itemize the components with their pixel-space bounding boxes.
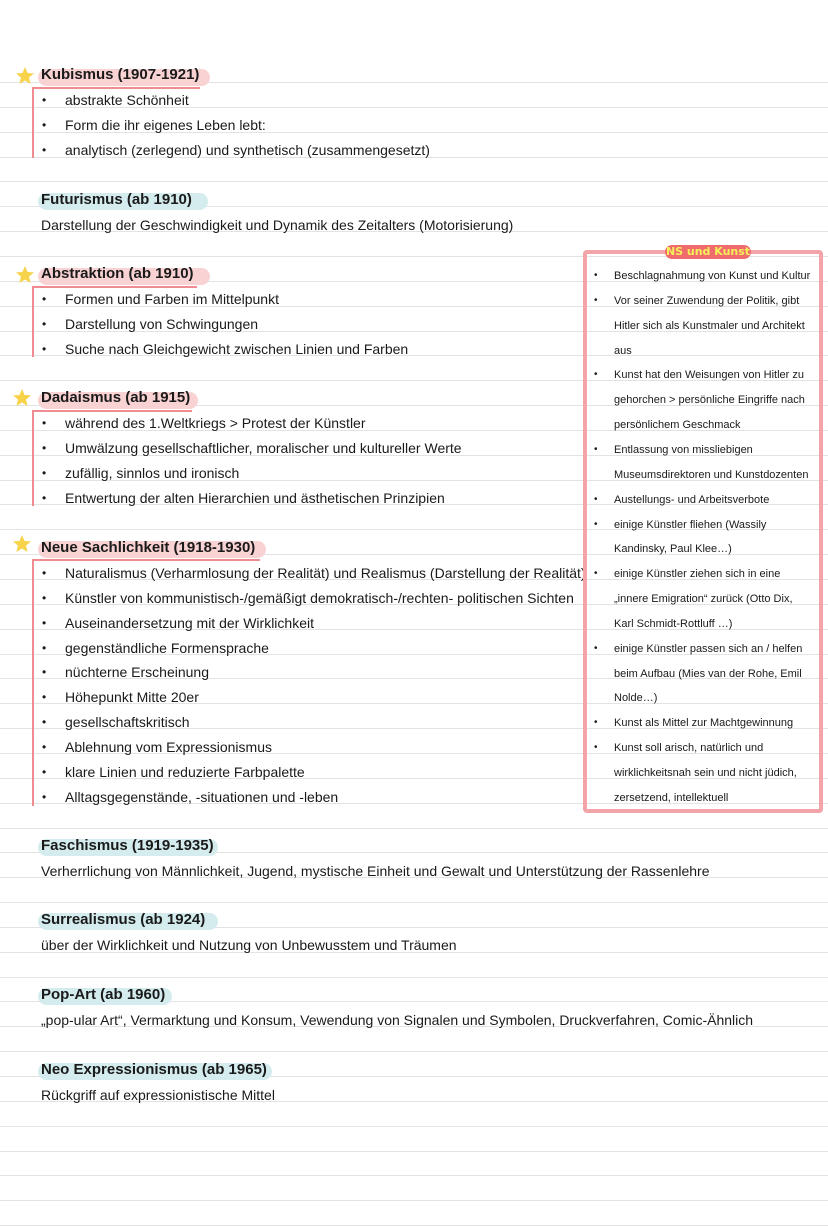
section-title-futurismus: Futurismus (ab 1910) bbox=[41, 191, 192, 208]
ruled-line bbox=[0, 1151, 828, 1152]
section-bracket-tick bbox=[32, 87, 200, 89]
list-item: zufällig, sinnlos und ironisch bbox=[65, 465, 240, 481]
section-bracket bbox=[32, 560, 34, 806]
list-item: Formen und Farben im Mittelpunkt bbox=[65, 291, 279, 307]
star-icon bbox=[15, 265, 35, 285]
section-bracket bbox=[32, 411, 34, 506]
ns-box-line: „innere Emigration“ zurück (Otto Dix, bbox=[614, 593, 793, 606]
star-icon bbox=[12, 534, 32, 554]
ns-box-line: gehorchen > persönliche Eingriffe nach bbox=[614, 394, 805, 407]
ns-box-line: aus bbox=[614, 344, 632, 357]
section-bracket-tick bbox=[32, 286, 197, 288]
section-title-abstraktion: Abstraktion (ab 1910) bbox=[41, 265, 194, 282]
list-item: Darstellung von Schwingungen bbox=[65, 316, 259, 332]
section-title-neo-expressionismus: Neo Expressionismus (ab 1965) bbox=[41, 1061, 267, 1078]
ns-box-line: persönlichem Geschmack bbox=[614, 419, 741, 432]
section-text: Verherrlichung von Männlichkeit, Jugend, mystische Einheit und Gewalt und Unterstützung der Rassenlehre bbox=[41, 863, 710, 879]
list-item: Umwälzung gesellschaftlicher, moralischer und kultureller Werte bbox=[65, 440, 462, 456]
section-bracket-tick bbox=[32, 559, 260, 561]
section-title-neue-sachlichkeit: Neue Sachlichkeit (1918-1930) bbox=[41, 539, 256, 556]
section-title-surrealismus: Surrealismus (ab 1924) bbox=[41, 911, 206, 928]
ns-box-line: einige Künstler passen sich an / helfen bbox=[614, 642, 803, 655]
list-item: Suche nach Gleichgewicht zwischen Linien und Farben bbox=[65, 341, 409, 357]
ruled-line bbox=[0, 1175, 828, 1176]
list-item: analytisch (zerlegend) und synthetisch (zusammengesetzt) bbox=[65, 142, 430, 158]
ns-box-line: Hitler sich als Kunstmaler und Architekt bbox=[614, 319, 805, 332]
section-text: „pop-ular Art“, Vermarktung und Konsum, Vewendung von Signalen und Symbolen, Druckverfahren, Comic-Ähnlich bbox=[41, 1012, 754, 1028]
section-title-dadaismus: Dadaismus (ab 1915) bbox=[41, 389, 191, 406]
list-item: Naturalismus (Verharmlosung der Realität) und Realismus (Darstellung der Realität) bbox=[65, 565, 586, 581]
section-bracket bbox=[32, 88, 34, 158]
section-bracket bbox=[32, 287, 34, 357]
ns-box-line: wirklichkeitsnah sein und nicht jüdich, bbox=[614, 767, 797, 779]
list-item: Ablehnung vom Expressionismus bbox=[65, 738, 272, 755]
list-item: Entwertung der alten Hierarchien und ästhetischen Prinzipien bbox=[65, 490, 445, 506]
ns-box-line: beim Aufbau (Mies van der Rohe, Emil bbox=[614, 667, 802, 680]
ruled-line bbox=[0, 1051, 828, 1052]
ns-box-line: Beschlagnahmung von Kunst und Kultur bbox=[614, 270, 811, 282]
ns-box-line: Entlassung von missliebigen bbox=[614, 443, 753, 456]
ns-box-line: Nolde…) bbox=[614, 692, 658, 705]
ruled-line bbox=[0, 1126, 828, 1127]
list-item: Alltagsgegenstände, -situationen und -leben bbox=[65, 788, 339, 805]
list-item: klare Linien und reduzierte Farbpalette bbox=[65, 763, 305, 780]
ruled-line bbox=[0, 181, 828, 182]
ns-box-line: Kunst soll arisch, natürlich und bbox=[614, 742, 764, 755]
ns-box-line: Vor seiner Zuwendung der Politik, gibt bbox=[614, 294, 800, 307]
ns-box-line: zersetzend, intellektuell bbox=[614, 791, 729, 804]
section-bracket-tick bbox=[32, 410, 192, 412]
list-item: Auseinandersetzung mit der Wirklichkeit bbox=[65, 614, 314, 631]
section-title-faschismus: Faschismus (1919-1935) bbox=[41, 837, 214, 854]
ruled-line bbox=[0, 1200, 828, 1201]
ruled-line bbox=[0, 902, 828, 903]
ns-box-line: Kunst als Mittel zur Machtgewinnung bbox=[614, 717, 794, 730]
section-text: Rückgriff auf expressionistische Mittel bbox=[41, 1087, 275, 1103]
section-text: Darstellung der Geschwindigkeit und Dynamik des Zeitalters (Motorisierung) bbox=[41, 217, 514, 233]
ns-box-line: Kandinsky, Paul Klee…) bbox=[614, 543, 732, 556]
list-item: abstrakte Schönheit bbox=[65, 92, 189, 108]
list-item: nüchterne Erscheinung bbox=[65, 664, 209, 681]
ruled-line bbox=[0, 828, 828, 829]
ns-kunst-title: NS und Kunst bbox=[665, 245, 751, 258]
list-item: gesellschaftskritisch bbox=[65, 714, 190, 731]
list-item: Höhepunkt Mitte 20er bbox=[65, 689, 199, 706]
ns-box-line: einige Künstler ziehen sich in eine bbox=[614, 568, 781, 581]
ruled-line bbox=[0, 977, 828, 978]
ns-box-line: einige Künstler fliehen (Wassily bbox=[614, 518, 767, 531]
ns-box-line: Museumsdirektoren und Kunstdozenten bbox=[614, 468, 809, 481]
star-icon bbox=[12, 388, 32, 408]
list-item: Künstler von kommunistisch-/gemäßigt demokratisch-/rechten- politischen Sichten bbox=[65, 589, 574, 606]
star-icon bbox=[15, 66, 35, 86]
ns-box-line: Austellungs- und Arbeitsverbote bbox=[614, 493, 770, 506]
section-text: über der Wirklichkeit und Nutzung von Unbewusstem und Träumen bbox=[41, 937, 457, 953]
list-item: gegenständliche Formensprache bbox=[65, 639, 269, 656]
list-item: Form die ihr eigenes Leben lebt: bbox=[65, 117, 266, 133]
ns-box-line: Karl Schmidt-Rottluff …) bbox=[614, 617, 733, 630]
ns-box-line: Kunst hat den Weisungen von Hitler zu bbox=[614, 369, 804, 382]
section-title-pop-art: Pop-Art (ab 1960) bbox=[41, 986, 166, 1003]
list-item: während des 1.Weltkriegs > Protest der Künstler bbox=[65, 415, 366, 431]
section-title-kubismus: Kubismus (1907-1921) bbox=[41, 66, 200, 83]
